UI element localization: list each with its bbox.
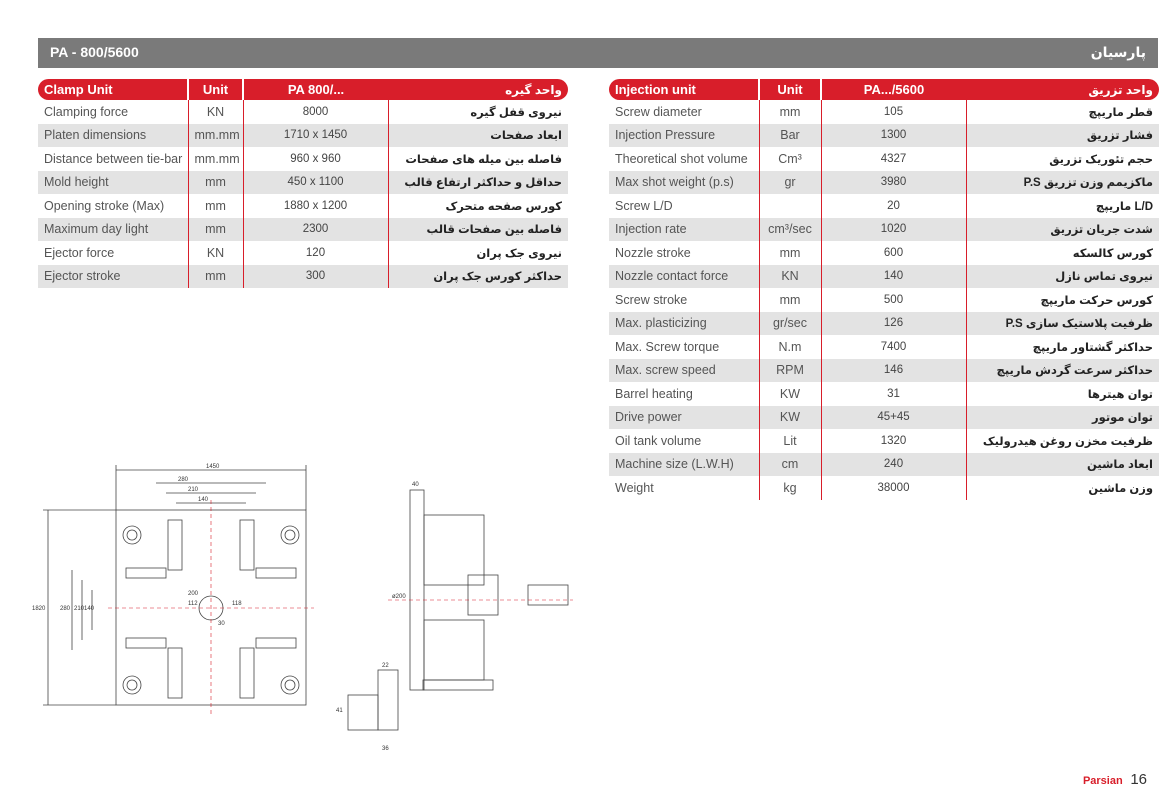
clamp-row — [38, 241, 568, 265]
clamp-cell-unit: mm.mm — [188, 147, 243, 171]
clamp-cell-value: 300 — [243, 265, 388, 289]
injection-row — [609, 171, 1159, 195]
label-22: 22 — [382, 663, 389, 669]
label-140: 140 — [198, 497, 209, 503]
clamp-cell-fa: نیروی جک پران — [388, 241, 568, 265]
clamp-row — [38, 194, 568, 218]
clamp-cell-value: 1880 x 1200 — [283, 199, 348, 212]
injection-cell-value: 1320 — [880, 434, 907, 447]
label-36: 36 — [382, 746, 389, 752]
clamp-cell-fa: ابعاد صفحات — [388, 124, 568, 148]
injection-cell-fa: کورس حرکت ماریپچ — [966, 288, 1159, 312]
injection-cell-param: Max. plasticizing — [609, 312, 759, 336]
label-41: 41 — [336, 708, 343, 714]
label-30: 30 — [218, 621, 225, 627]
label-200: 200 — [188, 591, 199, 597]
injection-cell-unit: KW — [759, 406, 821, 430]
clamp-cell-fa: فاصله بین صفحات قالب — [388, 218, 568, 242]
clamp-col-fa: واحد گیره — [388, 79, 568, 100]
injection-cell-value: 105 — [883, 105, 904, 118]
clamp-cell-value: 8000 — [302, 105, 329, 118]
clamp-col-unit: Unit — [188, 79, 243, 100]
injection-row — [609, 335, 1159, 359]
injection-cell-value: 140 — [821, 265, 966, 289]
injection-row — [609, 453, 1159, 477]
injection-cell-unit: N.m — [759, 335, 821, 359]
header-bar — [38, 38, 1158, 68]
clamp-cell-param: Opening stroke (Max) — [44, 198, 165, 213]
clamp-cell-value: 1710 x 1450 — [243, 124, 388, 148]
clamp-row — [38, 147, 568, 171]
clamp-cell-fa: نیروی قفل گیره — [388, 100, 568, 124]
injection-cell-value: 38000 — [877, 481, 910, 494]
injection-cell-fa: ماکزیمم وزن تزریق P.S — [966, 171, 1159, 195]
clamp-cell-unit: mm — [188, 194, 243, 218]
injection-row — [609, 194, 1159, 218]
injection-cell-value: 240 — [821, 453, 966, 477]
label-v280: 280 — [60, 606, 71, 612]
platen-technical-drawing — [28, 460, 588, 770]
injection-row — [609, 218, 1159, 242]
clamp-cell-value: 960 x 960 — [290, 152, 341, 165]
injection-cell-param: Nozzle contact force — [609, 265, 759, 289]
injection-cell-fa: نیروی تماس نازل — [966, 265, 1159, 289]
injection-row — [609, 476, 1159, 500]
clamp-table-header — [38, 79, 568, 100]
injection-cell-fa: حداکثر سرعت گردش ماریپچ — [966, 359, 1159, 383]
tie-bar-hole-bl — [123, 676, 141, 694]
injection-cell-value: 31 — [887, 387, 900, 400]
injection-cell-param: Barrel heating — [615, 386, 693, 401]
injection-cell-param: Nozzle stroke — [615, 245, 691, 260]
tie-bar-hole-tr — [281, 526, 299, 544]
injection-cell-param: Max. Screw torque — [615, 339, 720, 354]
injection-row — [609, 312, 1159, 336]
footer-brand: Parsian — [1082, 775, 1123, 787]
injection-cell-fa: حداکثر گشتاور ماریپچ — [966, 335, 1159, 359]
injection-cell-value: 126 — [821, 312, 966, 336]
injection-cell-value: 4327 — [880, 152, 907, 165]
tie-bar-hole-br — [281, 676, 299, 694]
injection-cell-param: Machine size (L.W.H) — [609, 453, 759, 477]
injection-cell-unit: Bar — [759, 124, 821, 148]
clamp-cell-fa: حداقل و حداکثر ارتفاع قالب — [388, 171, 568, 195]
clamp-cell-value: 450 x 1100 — [243, 171, 388, 195]
injection-cell-unit: mm — [759, 288, 821, 312]
tie-bar-hole-tl — [123, 526, 141, 544]
clamp-unit-table — [38, 79, 568, 288]
clamp-cell-value: 120 — [305, 246, 326, 259]
injection-cell-unit: KW — [759, 382, 821, 406]
page-number: 16 — [1130, 771, 1147, 788]
clamp-cell-unit: mm — [188, 171, 243, 195]
clamp-cell-unit: KN — [188, 100, 243, 124]
injection-cell-unit: kg — [759, 476, 821, 500]
label-210: 210 — [188, 487, 199, 493]
injection-row — [609, 359, 1159, 383]
injection-cell-fa: ظرفیت مخزن روغن هیدرولیک — [966, 429, 1159, 453]
injection-cell-fa: توان موتور — [966, 406, 1159, 430]
clamp-cell-param: Ejector stroke — [38, 265, 188, 289]
injection-cell-fa: فشار تزریق — [966, 124, 1159, 148]
injection-col-fa: واحد تزریق — [966, 79, 1159, 100]
nozzle-detail — [378, 670, 398, 730]
injection-cell-value: 7400 — [880, 340, 907, 353]
clamp-cell-fa: فاصله بین میله های صفحات — [388, 147, 568, 171]
clamp-cell-unit: KN — [188, 241, 243, 265]
injection-cell-fa: قطر ماریپچ — [966, 100, 1159, 124]
clamp-row — [38, 218, 568, 242]
injection-row — [609, 265, 1159, 289]
injection-cell-param: Injection rate — [609, 218, 759, 242]
injection-cell-unit: cm³/sec — [759, 218, 821, 242]
injection-cell-param: Max shot weight (p.s) — [609, 171, 759, 195]
clamp-row — [38, 265, 568, 289]
injection-table-header — [609, 79, 1159, 100]
injection-cell-value: 600 — [883, 246, 904, 259]
label-d200: ø200 — [392, 594, 406, 600]
injection-row — [609, 124, 1159, 148]
injection-cell-unit: KN — [759, 265, 821, 289]
clamp-row — [38, 171, 568, 195]
injection-cell-unit — [759, 194, 821, 218]
injection-cell-param: Drive power — [609, 406, 759, 430]
injection-cell-value: 3980 — [821, 171, 966, 195]
clamp-row — [38, 124, 568, 148]
injection-cell-unit: mm — [759, 241, 821, 265]
injection-col-unit: Unit — [759, 79, 821, 100]
injection-cell-fa: کورس کالسکه — [966, 241, 1159, 265]
injection-row — [609, 241, 1159, 265]
injection-cell-value: 500 — [883, 293, 904, 306]
injection-cell-fa: ظرفیت پلاستیک سازی P.S — [966, 312, 1159, 336]
clamp-cell-param: Clamping force — [44, 104, 129, 119]
brand-title-fa: پارسیان — [1090, 44, 1146, 60]
clamp-cell-param: Distance between tie-bar — [44, 151, 183, 166]
injection-cell-fa: شدت جریان تزریق — [966, 218, 1159, 242]
label-118: 118 — [232, 601, 242, 607]
label-280: 280 — [178, 477, 189, 483]
injection-row — [609, 147, 1159, 171]
injection-cell-fa: حجم تئوریک تزریق — [966, 147, 1159, 171]
injection-cell-param: Weight — [615, 480, 654, 495]
clamp-cell-fa: حداکثر کورس جک پران — [388, 265, 568, 289]
injection-row — [609, 382, 1159, 406]
injection-cell-unit: cm — [759, 453, 821, 477]
injection-cell-value: 45+45 — [821, 406, 966, 430]
clamp-cell-unit: mm — [188, 265, 243, 289]
injection-cell-unit: gr/sec — [759, 312, 821, 336]
injection-row — [609, 406, 1159, 430]
injection-cell-param: Oil tank volume — [615, 433, 702, 448]
clamp-cell-unit: mm.mm — [188, 124, 243, 148]
clamp-cell-param: Platen dimensions — [38, 124, 188, 148]
page-footer — [1083, 771, 1147, 788]
injection-cell-value: 1300 — [821, 124, 966, 148]
injection-cell-fa: توان هیترها — [966, 382, 1159, 406]
clamp-cell-param: Maximum day light — [38, 218, 188, 242]
clamp-cell-param: Mold height — [38, 171, 188, 195]
clamp-cell-value: 2300 — [243, 218, 388, 242]
injection-row — [609, 100, 1159, 124]
injection-cell-unit: RPM — [759, 359, 821, 383]
injection-col-value: PA.../5600 — [821, 79, 966, 100]
label-40: 40 — [412, 482, 419, 488]
label-1820: 1820 — [32, 606, 46, 612]
clamp-row — [38, 100, 568, 124]
injection-cell-param: Max. screw speed — [609, 359, 759, 383]
label-v210: 210 — [74, 606, 85, 612]
clamp-cell-param: Ejector force — [44, 245, 115, 260]
clamp-col-value: PA 800/... — [243, 79, 388, 100]
injection-cell-value: 146 — [821, 359, 966, 383]
injection-cell-param: Screw diameter — [615, 104, 702, 119]
clamp-col-param: Clamp Unit — [38, 79, 188, 100]
label-112: 112 — [188, 601, 198, 607]
label-v140: 140 — [84, 606, 95, 612]
clamp-cell-fa: کورس صفحه متحرک — [388, 194, 568, 218]
injection-cell-param: Screw stroke — [615, 292, 688, 307]
injection-cell-fa: ابعاد ماشین — [966, 453, 1159, 477]
injection-cell-unit: mm — [759, 100, 821, 124]
injection-cell-param: Theoretical shot volume — [615, 151, 748, 166]
injection-unit-table — [609, 79, 1159, 500]
injection-cell-value: 1020 — [821, 218, 966, 242]
injection-cell-fa: وزن ماشین — [966, 476, 1159, 500]
injection-cell-unit: gr — [759, 171, 821, 195]
injection-cell-param: Screw L/D — [615, 198, 673, 213]
injection-cell-fa: L/D ماریپچ — [966, 194, 1159, 218]
injection-col-param: Injection unit — [609, 79, 759, 100]
injection-row — [609, 429, 1159, 453]
injection-cell-unit: Cm³ — [759, 147, 821, 171]
injection-cell-value: 20 — [887, 199, 900, 212]
injection-cell-param: Injection Pressure — [609, 124, 759, 148]
model-title: PA - 800/5600 — [50, 44, 139, 60]
label-1450: 1450 — [206, 464, 220, 470]
injection-row — [609, 288, 1159, 312]
clamp-cell-unit: mm — [188, 218, 243, 242]
injection-cell-unit: Lit — [759, 429, 821, 453]
nozzle-side-view — [410, 490, 424, 690]
